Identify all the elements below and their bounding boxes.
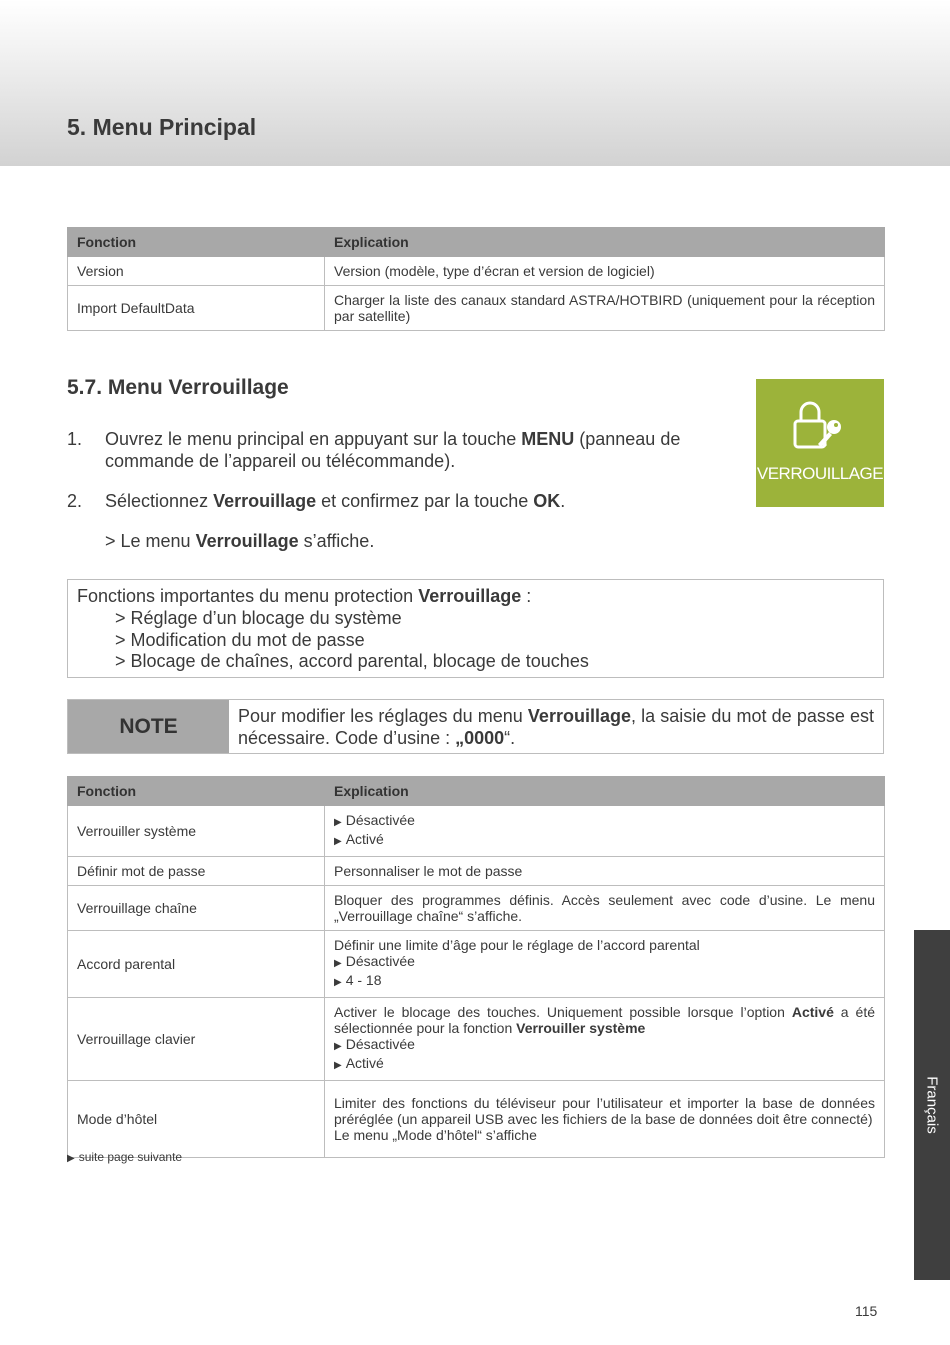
list-item: > Réglage d’un blocage du système bbox=[115, 608, 402, 628]
menu-key-label: MENU bbox=[521, 429, 575, 449]
ok-key-label: OK bbox=[533, 491, 561, 511]
fonction-cell: Accord parental bbox=[68, 931, 325, 998]
info-list bbox=[115, 608, 589, 673]
explication-cell: Activer le blocage des touches. Uniquement possible lorsque l’option Activé a été sélectionnée pour la fonction Verrouiller système ▶ Désactivée ▶ Activé bbox=[325, 998, 885, 1081]
table-row bbox=[68, 886, 885, 931]
table-row bbox=[68, 931, 885, 998]
page-number: 115 bbox=[855, 1303, 878, 1319]
table-row bbox=[68, 1081, 885, 1158]
important-functions-box bbox=[67, 579, 884, 678]
triangle-bullet-icon: ▶ bbox=[334, 836, 342, 847]
triangle-bullet-icon: ▶ bbox=[334, 1060, 342, 1071]
triangle-bullet-icon: ▶ bbox=[67, 1153, 75, 1164]
explication-cell: Bloquer des programmes définis. Accès seulement avec code d’usine. Le menu „Verrouillage chaîne“ s’affiche. bbox=[325, 886, 885, 931]
explication-cell: Personnaliser le mot de passe bbox=[325, 857, 885, 886]
triangle-bullet-icon: ▶ bbox=[334, 958, 342, 969]
explication-cell: Définir une limite d’âge pour le réglage de l’accord parental ▶ Désactivée ▶ 4 - 18 bbox=[325, 931, 885, 998]
explication-cell: ▶ Désactivée ▶ Activé bbox=[325, 806, 885, 857]
step-number: 1. bbox=[67, 429, 83, 449]
triangle-bullet-icon: ▶ bbox=[334, 1041, 342, 1052]
fonction-cell: Verrouillage clavier bbox=[68, 998, 325, 1081]
icon-label: VERROUILLAGE bbox=[756, 464, 884, 483]
fonction-cell: Verrouillage chaîne bbox=[68, 886, 325, 931]
table-row bbox=[68, 857, 885, 886]
column-header-fonction: Fonction bbox=[68, 228, 325, 257]
note-text: Pour modifier les réglages du menu Verrouillage, la saisie du mot de passe est nécessaire. Code d’usine : „0000“. bbox=[238, 706, 874, 748]
lock-key-icon bbox=[792, 399, 852, 451]
info-heading: Fonctions importantes du menu protection Verrouillage : bbox=[77, 586, 532, 606]
table-row bbox=[68, 286, 885, 331]
page-title: 5. Menu Principal bbox=[67, 114, 257, 140]
fonction-cell: Définir mot de passe bbox=[68, 857, 325, 886]
section-title: 5.7. Menu Verrouillage bbox=[67, 376, 289, 399]
step-text: Sélectionnez Verrouillage et confirmez par la touche OK. bbox=[105, 491, 566, 511]
fonction-cell: Verrouiller système bbox=[68, 806, 325, 857]
column-header-explication: Explication bbox=[325, 228, 885, 257]
table-row bbox=[68, 257, 885, 286]
language-label: Français bbox=[923, 1076, 941, 1134]
triangle-bullet-icon: ▶ bbox=[334, 817, 342, 828]
verrouillage-menu-icon bbox=[756, 379, 884, 507]
language-side-tab bbox=[914, 930, 950, 1280]
triangle-bullet-icon: ▶ bbox=[334, 977, 342, 988]
page-header bbox=[0, 0, 950, 166]
list-item: > Blocage de chaînes, accord parental, blocage de touches bbox=[115, 651, 589, 671]
function-table-verrouillage bbox=[67, 776, 885, 1158]
table-row bbox=[68, 998, 885, 1081]
step-result: > Le menu Verrouillage s’affiche. bbox=[105, 531, 375, 551]
function-table-general bbox=[67, 227, 885, 331]
explication-cell: Version (modèle, type d’écran et version de logiciel) bbox=[325, 257, 885, 286]
list-item: > Modification du mot de passe bbox=[115, 629, 365, 650]
continued-note: ▶ suite page suivante bbox=[67, 1150, 183, 1164]
factory-code: „0000 bbox=[455, 728, 505, 748]
explication-cell: Charger la liste des canaux standard ASTRA/HOTBIRD (uniquement pour la réception par satellite) bbox=[325, 286, 885, 331]
table-row bbox=[68, 806, 885, 857]
fonction-cell: Mode d’hôtel bbox=[68, 1081, 325, 1158]
note-label: NOTE bbox=[68, 700, 229, 753]
step-text: Ouvrez le menu principal en appuyant sur la touche MENU (panneau de commande de l’appareil ou télécommande). bbox=[105, 429, 681, 471]
column-header-explication: Explication bbox=[325, 777, 885, 806]
column-header-fonction: Fonction bbox=[68, 777, 325, 806]
step-number: 2. bbox=[67, 491, 83, 511]
fonction-cell: Version bbox=[68, 257, 325, 286]
explication-cell: Limiter des fonctions du téléviseur pour l’utilisateur et importer la base de données préréglée (un appareil USB avec les fichiers de la base de données doit être connecté) Le menu „Mode d’hôtel“ s’affiche bbox=[325, 1081, 885, 1158]
note-box bbox=[67, 699, 884, 754]
fonction-cell: Import DefaultData bbox=[68, 286, 325, 331]
